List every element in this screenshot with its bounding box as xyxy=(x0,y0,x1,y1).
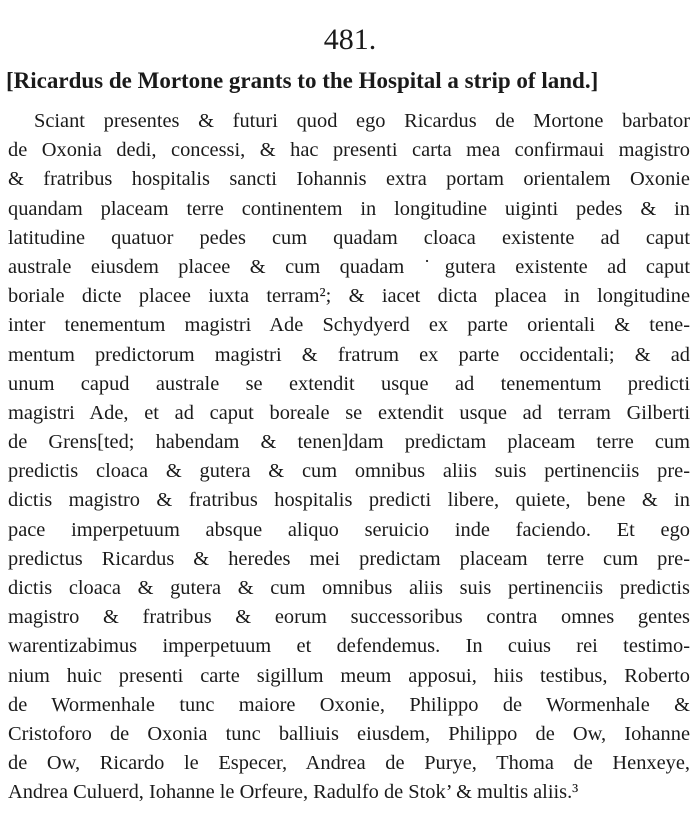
text-line: & fratribus hospitalis sancti Iohannis extra portam orientalem Oxonie xyxy=(8,168,690,191)
text-line: Cristoforo de Oxonia tunc balliuis eiusdem, Philippo de Ow, Iohanne xyxy=(8,722,690,745)
text-line: de Ow, Ricardo le Especer, Andrea de Purye, Thoma de Henxeye, xyxy=(8,752,690,775)
text-line: quandam placeam terre continentem in longitudine uiginti pedes & in xyxy=(8,197,690,220)
charter-text xyxy=(8,107,690,808)
text-line: predictis cloaca & gutera & cum omnibus aliis suis pertinenciis pre- xyxy=(8,460,690,483)
text-line: Andrea Culuerd, Iohanne le Orfeure, Radulfo de Stok’ & multis aliis.³ xyxy=(8,781,579,804)
text-line: de Wormenhale tunc maiore Oxonie, Philippo de Wormenhale & xyxy=(8,693,690,716)
text-line: mentum predictorum magistri & fratrum ex parte occidentali; & ad xyxy=(8,343,690,366)
text-line: nium huic presenti carte sigillum meum apposui, hiis testibus, Roberto xyxy=(8,664,690,687)
text-line: dictis cloaca & gutera & cum omnibus aliis suis pertinenciis predictis xyxy=(8,577,690,599)
text-line: latitudine quatuor pedes cum quadam cloaca existente ad caput xyxy=(8,226,690,249)
text-line: Sciant presentes & futuri quod ego Ricardus de Mortone barbator xyxy=(34,110,690,132)
text-line: magistro & fratribus & eorum successoribus contra omnes gentes xyxy=(8,606,690,629)
text-line: warentizabimus imperpetuum et defendemus. In cuius rei testimo- xyxy=(8,635,690,658)
document-heading: [Ricardus de Mortone grants to the Hospital a strip of land.] xyxy=(6,68,599,93)
text-line: magistri Ade, et ad caput boreale se extendit usque ad terram Gilberti xyxy=(8,401,690,424)
document-number: 481. xyxy=(323,23,377,56)
text-line: australe eiusdem placee & cum quadam ˙gutera existente ad caput xyxy=(8,255,690,278)
text-line: unum capud australe se extendit usque ad tenementum predicti xyxy=(8,372,690,395)
text-line: pace imperpetuum absque aliquo seruicio inde faciendo. Et ego xyxy=(8,518,690,541)
text-line: de Grens[ted; habendam & tenen]dam predictam placeam terre cum xyxy=(8,431,690,454)
text-line: predictus Ricardus & heredes mei predictam placeam terre cum pre- xyxy=(8,547,690,570)
text-line: dictis magistro & fratribus hospitalis predicti libere, quiete, bene & in xyxy=(8,489,690,512)
text-line: inter tenementum magistri Ade Schydyerd ex parte orientali & tene- xyxy=(8,314,690,337)
text-line: boriale dicte placee iuxta terram²; & iacet dicta placea in longitudine xyxy=(8,285,690,308)
text-line: de Oxonia dedi, concessi, & hac presenti carta mea confirmaui magistro xyxy=(8,139,690,162)
